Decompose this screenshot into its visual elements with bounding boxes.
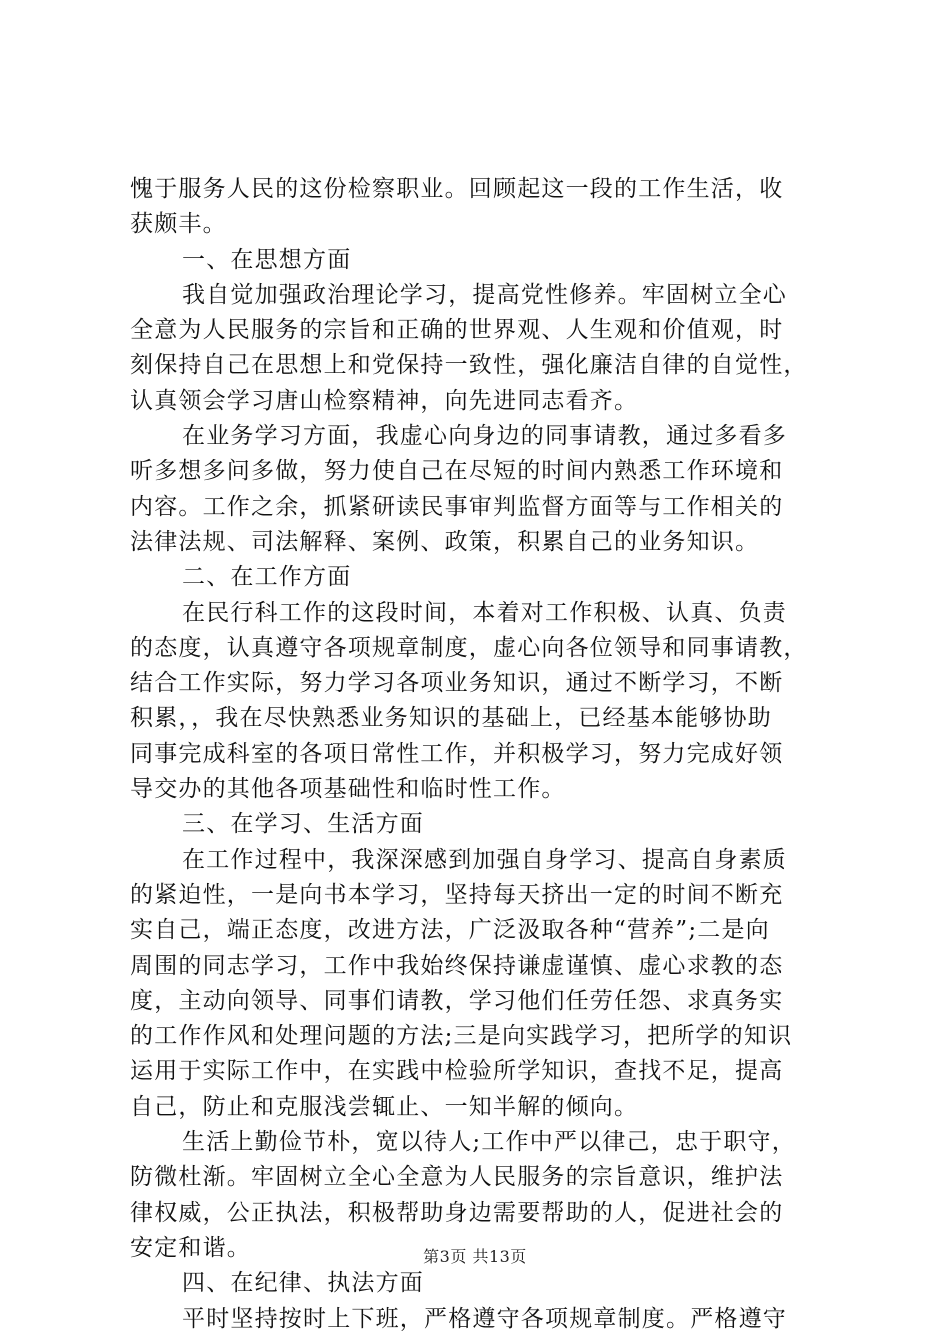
text-line: 的紧迫性，一是向书本学习，坚持每天挤出一定的时间不断充 <box>130 881 784 908</box>
text-line: 生活上勤俭节朴，宽以待人;工作中严以律己，忠于职守， <box>182 1129 796 1156</box>
text-line: 在工作过程中，我深深感到加强自身学习、提高自身素质 <box>182 846 787 873</box>
text-line: 的态度，认真遵守各项规章制度，虚心向各位领导和同事请教， <box>130 634 808 661</box>
text-line: 防微杜渐。牢固树立全心全意为人民服务的宗旨意识，维护法 <box>130 1164 784 1191</box>
text-line: 认真领会学习唐山检察精神，向先进同志看齐。 <box>130 387 639 414</box>
text-line: 我自觉加强政治理论学习，提高党性修养。牢固树立全心 <box>182 281 787 308</box>
text-line: 四、在纪律、执法方面 <box>182 1270 424 1297</box>
text-line: 同事完成科室的各项日常性工作，并积极学习，努力完成好领 <box>130 740 784 767</box>
text-line: 获颇丰。 <box>130 211 227 238</box>
text-line: 听多想多问多做，努力使自己在尽短的时间内熟悉工作环境和 <box>130 458 784 485</box>
text-line: 法律法规、司法解释、案例、政策，积累自己的业务知识。 <box>130 528 760 555</box>
text-line: 愧于服务人民的这份检察职业。回顾起这一段的工作生活，收 <box>130 176 784 202</box>
text-line: 安定和谐。 <box>130 1234 251 1261</box>
text-line: 自己，防止和克服浅尝辄止、一知半解的倾向。 <box>130 1093 639 1120</box>
text-line: 三、在学习、生活方面 <box>182 811 424 838</box>
text-line: 二、在工作方面 <box>182 564 352 591</box>
page-footer: 第3页 共13页 <box>423 1247 527 1266</box>
text-line: 积累，，我在尽快熟悉业务知识的基础上，已经基本能够协助 <box>130 705 772 732</box>
text-line: 在民行科工作的这段时间，本着对工作积极、认真、负责 <box>182 599 787 626</box>
text-line: 律权威，公正执法，积极帮助身边需要帮助的人，促进社会的 <box>130 1199 784 1226</box>
text-line: 平时坚持按时上下班，严格遵守各项规章制度。严格遵守 <box>182 1305 787 1332</box>
text-line: 的工作作风和处理问题的方法;三是向实践学习，把所学的知识 <box>130 1023 793 1050</box>
document-body <box>130 172 830 1337</box>
text-line: 结合工作实际，努力学习各项业务知识，通过不断学习，不断 <box>130 670 784 697</box>
text-line: 在业务学习方面，我虚心向身边的同事请教，通过多看多 <box>182 423 787 450</box>
text-line: 实自己，端正态度，改进方法，广泛汲取各种“营养”;二是向 <box>130 917 770 944</box>
text-line: 周围的同志学习，工作中我始终保持谦虚谨慎、虚心求教的态 <box>130 952 784 979</box>
text-line: 全意为人民服务的宗旨和正确的世界观、人生观和价值观，时 <box>130 317 784 344</box>
text-line: 度，主动向领导、同事们请教，学习他们任劳任怨、求真务实 <box>130 987 784 1014</box>
text-line: 一、在思想方面 <box>182 246 352 273</box>
text-line: 导交办的其他各项基础性和临时性工作。 <box>130 776 566 803</box>
text-line: 内容。工作之余，抓紧研读民事审判监督方面等与工作相关的 <box>130 493 784 520</box>
text-line: 刻保持自己在思想上和党保持一致性，强化廉洁自律的自觉性， <box>130 352 808 379</box>
text-line: 运用于实际工作中，在实践中检验所学知识，查找不足，提高 <box>130 1058 784 1085</box>
